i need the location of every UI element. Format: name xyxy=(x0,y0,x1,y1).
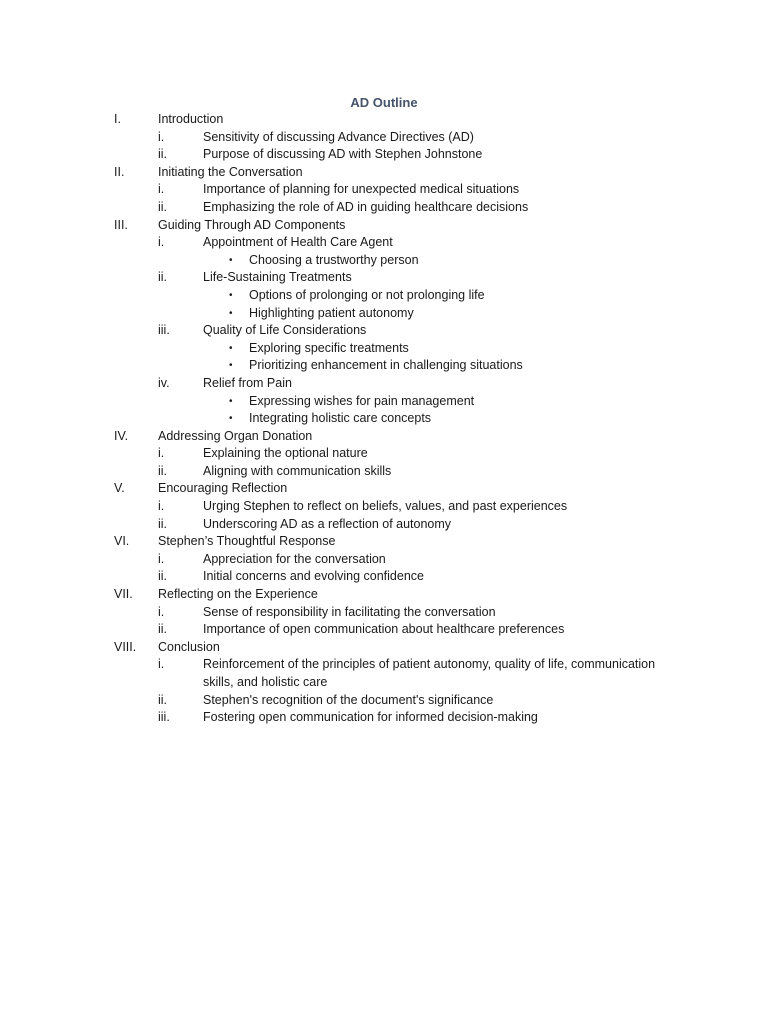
outline-item-number: i. xyxy=(158,446,165,461)
outline-item-text: Sense of responsibility in facilitating the conversation xyxy=(203,604,496,619)
outline-item xyxy=(0,516,768,534)
bullet-icon: • xyxy=(229,360,233,372)
outline-bullet-text: Exploring specific treatments xyxy=(249,340,409,355)
outline-item-text: Quality of Life Considerations xyxy=(203,323,367,338)
outline-item-number: i. xyxy=(158,657,165,672)
outline-item xyxy=(0,269,768,287)
outline-bullet xyxy=(0,305,768,323)
outline-item-text: Emphasizing the role of AD in guiding healthcare decisions xyxy=(203,199,529,214)
outline-item-number: i. xyxy=(158,499,165,514)
outline-section-number: VI. xyxy=(114,534,130,549)
outline-bullet-text: Expressing wishes for pain management xyxy=(249,393,475,408)
outline-item xyxy=(0,234,768,252)
outline-bullet-text: Integrating holistic care concepts xyxy=(249,411,432,426)
bullet-icon: • xyxy=(229,395,233,407)
outline-item-number: ii. xyxy=(158,199,168,214)
outline-item xyxy=(0,181,768,199)
bullet-icon: • xyxy=(229,289,233,301)
outline-list xyxy=(0,111,768,727)
outline-section xyxy=(0,639,768,657)
outline-item-number: i. xyxy=(158,129,165,144)
outline-bullet-text: Highlighting patient autonomy xyxy=(249,305,414,320)
outline-item-text: Life-Sustaining Treatments xyxy=(203,270,352,285)
outline-section xyxy=(0,533,768,551)
outline-item-text: Urging Stephen to reflect on beliefs, values, and past experiences xyxy=(203,499,568,514)
outline-bullet xyxy=(0,393,768,411)
outline-item-text: Appointment of Health Care Agent xyxy=(203,235,393,250)
outline-section xyxy=(0,586,768,604)
outline-section xyxy=(0,164,768,182)
outline-item-number: ii. xyxy=(158,569,168,584)
outline-item-number: i. xyxy=(158,604,165,619)
outline-item-text: Aligning with communication skills xyxy=(203,463,392,478)
outline-item xyxy=(0,375,768,393)
outline-item-text: Underscoring AD as a reflection of autonomy xyxy=(203,516,452,531)
outline-bullet xyxy=(0,410,768,428)
outline-item-number: ii. xyxy=(158,622,168,637)
bullet-icon: • xyxy=(229,342,233,354)
outline-section-number: IV. xyxy=(114,428,129,443)
outline-item xyxy=(0,692,768,710)
outline-item xyxy=(0,709,768,727)
outline-item-text: Initial concerns and evolving confidence xyxy=(203,569,424,584)
outline-section-number: III. xyxy=(114,217,128,232)
outline-bullet xyxy=(0,252,768,270)
outline-bullet xyxy=(0,340,768,358)
outline-section-text: Conclusion xyxy=(158,639,220,654)
bullet-icon: • xyxy=(229,307,233,319)
outline-item-text: Importance of planning for unexpected medical situations xyxy=(203,182,520,197)
outline-bullet-text: Options of prolonging or not prolonging life xyxy=(249,287,485,302)
outline-item-number: i. xyxy=(158,551,165,566)
document-title: AD Outline xyxy=(350,95,418,110)
outline-item xyxy=(0,568,768,586)
outline-section-text: Introduction xyxy=(158,112,224,126)
outline-item-text: Sensitivity of discussing Advance Directives (AD) xyxy=(203,129,474,144)
outline-section xyxy=(0,217,768,235)
outline-bullet-text: Choosing a trustworthy person xyxy=(249,252,419,267)
outline-section xyxy=(0,480,768,498)
outline-item-number: iii. xyxy=(158,710,170,725)
outline-item-text: Explaining the optional nature xyxy=(203,446,368,461)
outline-item-number: i. xyxy=(158,235,165,250)
outline-item xyxy=(0,146,768,164)
bullet-icon: • xyxy=(229,254,233,266)
outline-item xyxy=(0,129,768,147)
outline-item-text: Stephen's recognition of the document's significance xyxy=(203,692,494,707)
outline-section-number: I. xyxy=(114,112,121,126)
outline-item xyxy=(0,656,768,691)
outline-item xyxy=(0,604,768,622)
outline-section-text: Addressing Organ Donation xyxy=(158,428,313,443)
outline-item-text: Purpose of discussing AD with Stephen Johnstone xyxy=(203,147,483,162)
outline-item xyxy=(0,463,768,481)
outline-item-text: Fostering open communication for informed decision-making xyxy=(203,710,538,725)
outline-item-number: ii. xyxy=(158,463,168,478)
outline-item-text: Reinforcement of the principles of patient autonomy, quality of life, communication skills, and holistic care xyxy=(203,657,656,689)
outline-item-number: i. xyxy=(158,182,165,197)
outline-section xyxy=(0,428,768,446)
outline-section-text: Guiding Through AD Components xyxy=(158,217,346,232)
outline-item xyxy=(0,322,768,340)
outline-section-number: VIII. xyxy=(114,639,137,654)
outline-item-text: Relief from Pain xyxy=(203,375,292,390)
outline-item-number: iii. xyxy=(158,323,170,338)
outline-section-text: Initiating the Conversation xyxy=(158,164,303,179)
outline-bullet xyxy=(0,357,768,375)
outline-section-text: Reflecting on the Experience xyxy=(158,587,318,602)
outline-item-number: iv. xyxy=(158,375,170,390)
outline-section xyxy=(0,111,768,129)
outline-item xyxy=(0,445,768,463)
outline-section-number: V. xyxy=(114,481,125,496)
outline-item-number: ii. xyxy=(158,692,168,707)
outline-item xyxy=(0,621,768,639)
outline-item-text: Appreciation for the conversation xyxy=(203,551,386,566)
outline-item xyxy=(0,498,768,516)
outline-section-text: Stephen’s Thoughtful Response xyxy=(158,534,336,549)
outline-bullet xyxy=(0,287,768,305)
outline-section-number: II. xyxy=(114,164,125,179)
outline-section-text: Encouraging Reflection xyxy=(158,481,288,496)
outline-item xyxy=(0,199,768,217)
outline-item-number: ii. xyxy=(158,147,168,162)
outline-section-number: VII. xyxy=(114,587,133,602)
outline-item-number: ii. xyxy=(158,270,168,285)
outline-item-text: Importance of open communication about healthcare preferences xyxy=(203,622,565,637)
outline-bullet-text: Prioritizing enhancement in challenging situations xyxy=(249,358,523,373)
outline-item xyxy=(0,551,768,569)
bullet-icon: • xyxy=(229,413,233,425)
outline-item-number: ii. xyxy=(158,516,168,531)
